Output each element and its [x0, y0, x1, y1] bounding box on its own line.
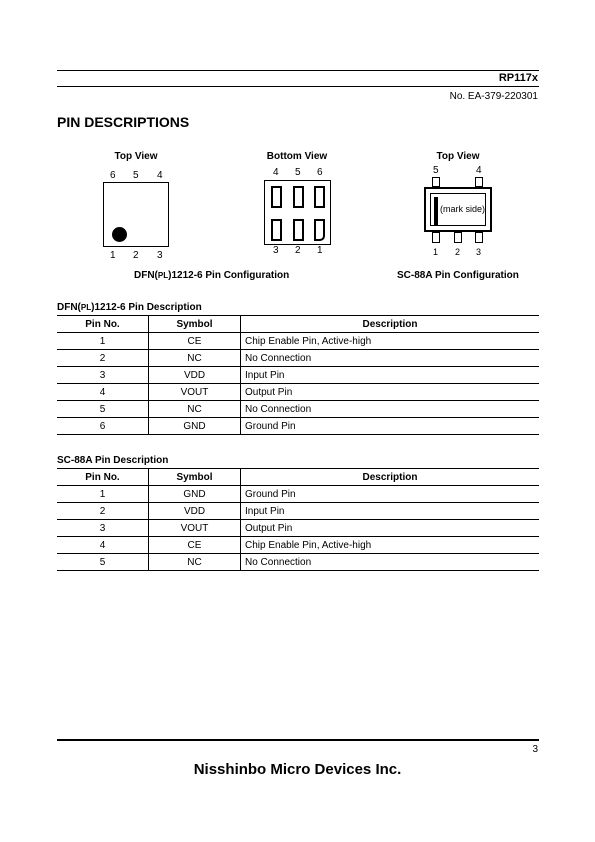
sc88a-config-caption: SC-88A Pin Configuration — [397, 270, 519, 281]
pin-no-cell: 4 — [57, 384, 149, 401]
symbol-cell: VDD — [149, 367, 241, 384]
pin-no-cell: 6 — [57, 418, 149, 435]
table-row — [57, 520, 539, 537]
column-header-description: Description — [241, 316, 540, 333]
symbol-cell: VOUT — [149, 384, 241, 401]
table-row — [57, 401, 539, 418]
sc88a-pin-label: 3 — [476, 247, 482, 257]
page-number: 3 — [532, 744, 538, 755]
header-rule-lower — [57, 86, 539, 87]
pad — [293, 186, 304, 208]
pad — [314, 186, 325, 208]
sc88a-table-caption: SC-88A Pin Description — [57, 455, 169, 466]
pin-no-cell: 5 — [57, 401, 149, 418]
table-row — [57, 418, 539, 435]
symbol-cell: NC — [149, 554, 241, 571]
table-row — [57, 537, 539, 554]
dfn-top-pin-label: 4 — [157, 170, 163, 181]
column-header-pin-no: Pin No. — [57, 469, 149, 486]
dfn-bottom-pin-label: 2 — [295, 245, 301, 256]
description-cell: Chip Enable Pin, Active-high — [241, 537, 540, 554]
dfn-bottom-pin-label: 6 — [317, 167, 323, 178]
table-row — [57, 384, 539, 401]
dfn-bottom-pin-label: 3 — [273, 245, 279, 256]
sc88a-pin-label: 1 — [433, 247, 439, 257]
pin-no-cell: 1 — [57, 486, 149, 503]
pin-no-cell: 2 — [57, 503, 149, 520]
column-header-description: Description — [241, 469, 540, 486]
table-header-row — [57, 316, 539, 333]
pad — [271, 219, 282, 241]
table-row — [57, 367, 539, 384]
column-header-symbol: Symbol — [149, 469, 241, 486]
column-header-pin-no: Pin No. — [57, 316, 149, 333]
pad — [271, 186, 282, 208]
pad — [314, 219, 325, 241]
description-cell: No Connection — [241, 350, 540, 367]
symbol-cell: CE — [149, 333, 241, 350]
dfn-bottom-pin-label: 4 — [273, 167, 279, 178]
mark-side-label: (mark side) — [440, 204, 486, 214]
company-name: Nisshinbo Micro Devices Inc. — [193, 761, 402, 778]
dfn-table-caption: DFN(PL)1212-6 Pin Description — [57, 302, 202, 313]
part-number: RP117x — [498, 72, 538, 84]
symbol-cell: VDD — [149, 503, 241, 520]
sc88a-inner-outline — [430, 193, 486, 226]
table-row — [57, 486, 539, 503]
description-cell: No Connection — [241, 554, 540, 571]
dfn-top-pin-label: 6 — [110, 170, 116, 181]
sc88a-pin-table — [57, 468, 539, 571]
section-title: PIN DESCRIPTIONS — [57, 114, 190, 130]
symbol-cell: GND — [149, 418, 241, 435]
symbol-cell: NC — [149, 350, 241, 367]
description-cell: Input Pin — [241, 367, 540, 384]
dfn-pin-table — [57, 315, 539, 435]
footer-rule — [57, 739, 539, 741]
symbol-cell: CE — [149, 537, 241, 554]
pin-no-cell: 1 — [57, 333, 149, 350]
table-header-row — [57, 469, 539, 486]
symbol-cell: NC — [149, 401, 241, 418]
sc88a-top-view-label: Top View — [436, 151, 480, 162]
symbol-cell: GND — [149, 486, 241, 503]
header-rule — [57, 70, 539, 71]
description-cell: Ground Pin — [241, 486, 540, 503]
sc88a-pin-label: 4 — [476, 165, 482, 176]
table-row — [57, 554, 539, 571]
sc88a-lead — [475, 232, 483, 243]
sc88a-package — [424, 187, 492, 232]
table-row — [57, 503, 539, 520]
pin-no-cell: 2 — [57, 350, 149, 367]
pin-no-cell: 4 — [57, 537, 149, 554]
description-cell: No Connection — [241, 401, 540, 418]
description-cell: Chip Enable Pin, Active-high — [241, 333, 540, 350]
table-row — [57, 350, 539, 367]
dfn-top-pin-label: 5 — [133, 170, 139, 181]
description-cell: Output Pin — [241, 384, 540, 401]
document-number: No. EA-379-220301 — [449, 91, 538, 102]
column-header-symbol: Symbol — [149, 316, 241, 333]
pin-no-cell: 5 — [57, 554, 149, 571]
sc88a-pin-label: 5 — [433, 165, 439, 176]
dfn-top-view-label: Top View — [114, 151, 158, 162]
sc88a-pin-label: 2 — [455, 247, 461, 257]
description-cell: Output Pin — [241, 520, 540, 537]
description-cell: Ground Pin — [241, 418, 540, 435]
description-cell: Input Pin — [241, 503, 540, 520]
dfn-bottom-view-label: Bottom View — [266, 151, 328, 162]
pin1-mark-bar — [434, 197, 438, 226]
dfn-config-caption: DFN(PL)1212-6 Pin Configuration — [134, 270, 290, 281]
pin-no-cell: 3 — [57, 520, 149, 537]
dfn-top-pin-label: 3 — [157, 250, 163, 261]
dfn-bottom-package — [264, 180, 331, 245]
table-row — [57, 333, 539, 350]
pin-no-cell: 3 — [57, 367, 149, 384]
dfn-bottom-pin-label: 5 — [295, 167, 301, 178]
dfn-top-pin-label: 1 — [110, 250, 116, 261]
symbol-cell: VOUT — [149, 520, 241, 537]
dfn-bottom-pin-label: 1 — [317, 245, 323, 256]
pin1-index-dot — [112, 227, 127, 242]
sc88a-lead — [432, 177, 440, 187]
pad — [293, 219, 304, 241]
sc88a-lead — [432, 232, 440, 243]
dfn-top-pin-label: 2 — [133, 250, 139, 261]
sc88a-lead — [475, 177, 483, 187]
sc88a-lead — [454, 232, 462, 243]
dfn-top-package — [103, 182, 169, 247]
